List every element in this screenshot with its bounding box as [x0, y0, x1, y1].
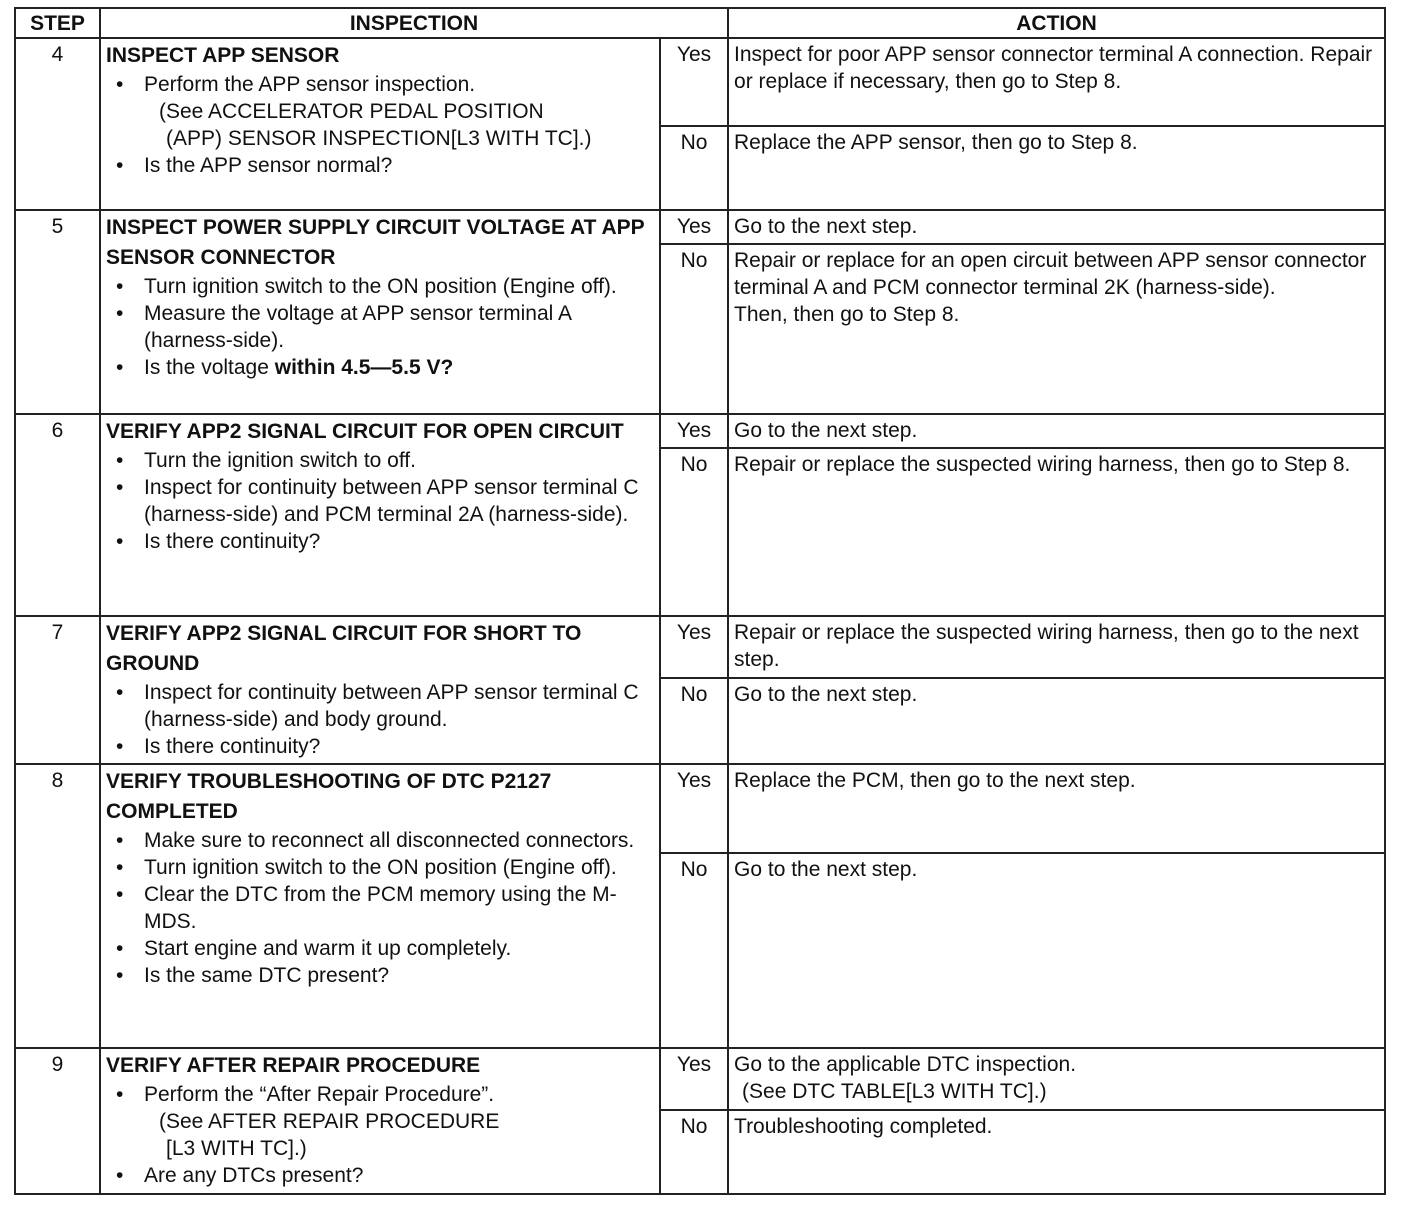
bullet-item: • Inspect for continuity between APP sensor terminal C (harness-side) and PCM terminal 2A (harness-side).: [144, 474, 654, 528]
table-row: [15, 1048, 1385, 1110]
no-action: Go to the next step.: [728, 678, 1385, 764]
inspection-bullets: [106, 827, 654, 989]
yes-action: Repair or replace the suspected wiring harness, then go to the next step.: [728, 616, 1385, 678]
troubleshooting-table: [14, 7, 1386, 1195]
yes-label: Yes: [660, 38, 728, 126]
inspection-title: VERIFY AFTER REPAIR PROCEDURE: [106, 1054, 481, 1077]
reference-link[interactable]: (See DTC TABLE[L3 WITH TC].): [742, 1080, 1047, 1103]
bullet-item: • Is there continuity?: [144, 733, 654, 760]
voltage-spec-suffix: ?: [440, 356, 454, 379]
header-inspection: INSPECTION: [100, 8, 728, 38]
table-row: [15, 38, 1385, 126]
step-number: 7: [15, 616, 100, 764]
no-label: No: [660, 678, 728, 764]
yes-label: Yes: [660, 1048, 728, 1110]
inspection-bullets: [106, 447, 654, 555]
yes-label: Yes: [660, 414, 728, 448]
yes-action: Go to the next step.: [728, 210, 1385, 244]
reference-link[interactable]: (See AFTER REPAIR PROCEDURE: [159, 1110, 500, 1133]
yes-action: Go to the next step.: [728, 414, 1385, 448]
table-row: [15, 616, 1385, 678]
header-action: ACTION: [728, 8, 1385, 38]
yes-label: Yes: [660, 210, 728, 244]
bullet-item: • Turn ignition switch to the ON position (Engine off).: [144, 854, 654, 881]
inspection-cell: [100, 210, 660, 414]
yes-action: Inspect for poor APP sensor connector terminal A connection. Repair or replace if necessary, then go to Step 8.: [728, 38, 1385, 126]
inspection-cell: [100, 38, 660, 210]
inspection-cell: [100, 414, 660, 616]
bullet-item: • Is the same DTC present?: [144, 962, 654, 989]
yes-label: Yes: [660, 764, 728, 853]
inspection-cell: [100, 764, 660, 1048]
bullet-item: • Measure the voltage at APP sensor terminal A (harness-side).: [144, 300, 654, 354]
step-number: 8: [15, 764, 100, 1048]
no-label: No: [660, 126, 728, 210]
inspection-bullets: [106, 71, 654, 179]
no-action-cell: [728, 244, 1385, 414]
yes-action: Go to the applicable DTC inspection.: [734, 1053, 1077, 1076]
reference-link[interactable]: (APP) SENSOR INSPECTION[L3 WITH TC].): [166, 127, 592, 150]
no-action: Repair or replace for an open circuit between APP sensor connector terminal A and PCM connector terminal 2K (harness-side).: [734, 249, 1367, 299]
bullet-item: • Turn ignition switch to the ON position (Engine off).: [144, 273, 654, 300]
no-action: Repair or replace the suspected wiring harness, then go to Step 8.: [728, 448, 1385, 616]
inspection-bullets: [106, 679, 654, 760]
no-label: No: [660, 1110, 728, 1194]
inspection-cell: [100, 616, 660, 764]
bullet-item: • Clear the DTC from the PCM memory using the M-MDS.: [144, 881, 654, 935]
bullet-text: Perform the APP sensor inspection.: [144, 73, 476, 96]
bullet-item: [144, 354, 654, 381]
inspection-title: VERIFY APP2 SIGNAL CIRCUIT FOR SHORT TO GROUND: [106, 622, 582, 675]
reference-link[interactable]: (See ACCELERATOR PEDAL POSITION: [159, 100, 544, 123]
voltage-spec: within 4.5—5.5 V: [274, 356, 441, 379]
bullet-item: • Inspect for continuity between APP sensor terminal C (harness-side) and body ground.: [144, 679, 654, 733]
no-action: Troubleshooting completed.: [728, 1110, 1385, 1194]
bullet-item: • Is there continuity?: [144, 528, 654, 555]
inspection-bullets: [106, 273, 654, 381]
inspection-title: VERIFY APP2 SIGNAL CIRCUIT FOR OPEN CIRCUIT: [106, 420, 624, 443]
no-action: Go to the next step.: [728, 853, 1385, 1048]
inspection-title: INSPECT POWER SUPPLY CIRCUIT VOLTAGE AT APP SENSOR CONNECTOR: [106, 216, 645, 269]
step-number: 6: [15, 414, 100, 616]
yes-label: Yes: [660, 616, 728, 678]
inspection-cell: [100, 1048, 660, 1194]
no-label: No: [660, 448, 728, 616]
inspection-title: INSPECT APP SENSOR: [106, 44, 340, 67]
bullet-item: • Is the APP sensor normal?: [144, 152, 654, 179]
yes-action-cell: [728, 1048, 1385, 1110]
bullet-item: • Make sure to reconnect all disconnected connectors.: [144, 827, 654, 854]
reference-link[interactable]: [L3 WITH TC].): [166, 1137, 307, 1160]
inspection-title: VERIFY TROUBLESHOOTING OF DTC P2127 COMPLETED: [106, 770, 552, 823]
table-row: [15, 210, 1385, 244]
yes-action: Replace the PCM, then go to the next step.: [728, 764, 1385, 853]
no-action-followup: Then, then go to Step 8.: [734, 303, 960, 326]
no-label: No: [660, 853, 728, 1048]
step-number: 5: [15, 210, 100, 414]
no-label: No: [660, 244, 728, 414]
bullet-text: Is the voltage: [144, 356, 275, 379]
bullet-text: Perform the “After Repair Procedure”.: [144, 1083, 495, 1106]
bullet-item: • Start engine and warm it up completely.: [144, 935, 654, 962]
bullet-item: [144, 71, 654, 152]
table-row: [15, 414, 1385, 448]
step-number: 4: [15, 38, 100, 210]
inspection-bullets: [106, 1081, 654, 1189]
bullet-item: • Turn the ignition switch to off.: [144, 447, 654, 474]
bullet-item: • Are any DTCs present?: [144, 1162, 654, 1189]
header-row: [15, 8, 1385, 38]
bullet-item: [144, 1081, 654, 1162]
step-number: 9: [15, 1048, 100, 1194]
table-row: [15, 764, 1385, 853]
header-step: STEP: [15, 8, 100, 38]
no-action: Replace the APP sensor, then go to Step 8.: [728, 126, 1385, 210]
